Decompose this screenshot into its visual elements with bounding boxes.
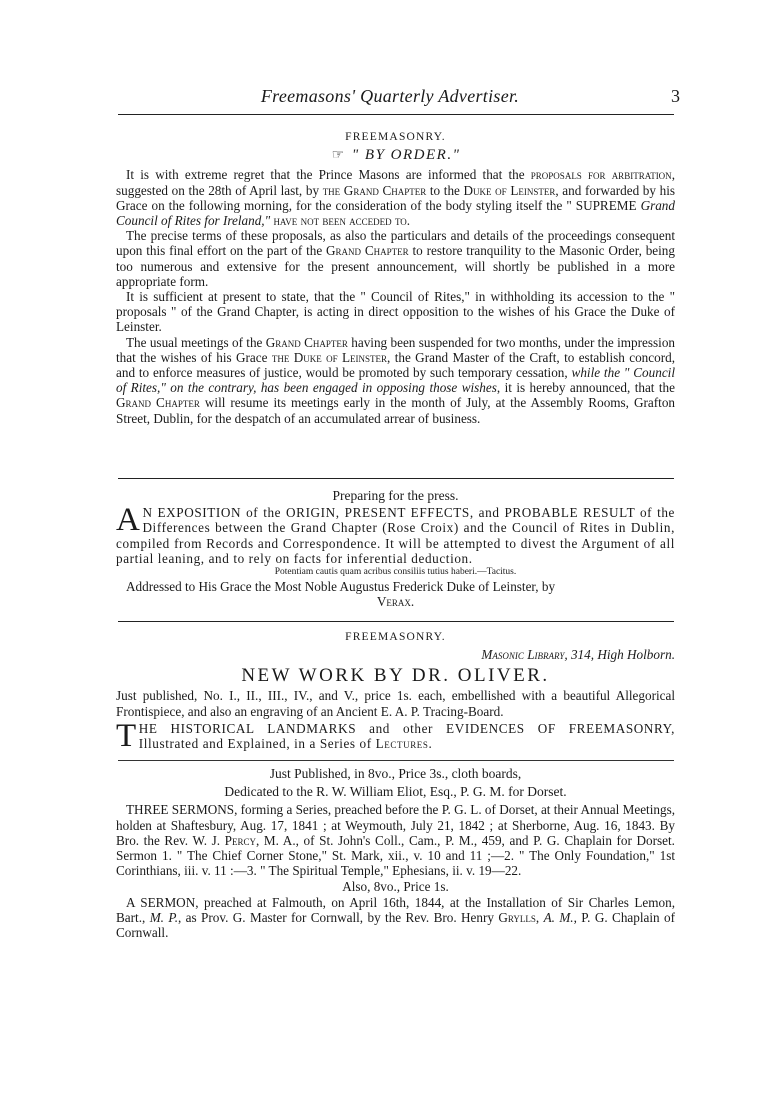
- landmarks-paragraph: THE HISTORICAL LANDMARKS and other EVIDENCES OF FREEMASONRY, Illustrated and Explained, in a Series of Lectures.: [116, 717, 675, 754]
- dedication: Dedicated to the R. W. William Eliot, Esq., P. G. M. for Dorset.: [224, 784, 567, 800]
- preparing-line: Preparing for the press.: [332, 488, 459, 503]
- section-divider: [118, 478, 674, 479]
- just-published-8vo: Just Published, in 8vo., Price 3s., cloth boards,: [269, 766, 522, 781]
- drop-cap: A: [116, 502, 141, 539]
- drop-cap: T: [116, 717, 137, 754]
- by-order-text: " BY ORDER.": [351, 147, 461, 164]
- sermons-paragraph: THREE SERMONS, forming a Series, preached before the P. G. L. of Dorset, at their Annual Meetings, holden at Shaftesbury, Aug. 17, 1841 ; at Weymouth, July 21, 1842 ; at Sherborne, Aug. 16, 1843. By Bro. the Rev. W. J. Percy, M. A., of St. John's Coll., Cam., P. M., 459, and P. G. Chaplain for Dorset. Sermon 1. " The Chief Corner Stone," St. Mark, xii., v. 10 and 11 ;—2. " The Only Foundation," 1st Corinthians, iii. v. 11 :—3. " The Spiritual Temple," Ephesians, ii. v. 19—22.: [116, 802, 675, 879]
- page-header: [100, 86, 680, 110]
- sermon-paragraph: A SERMON, preached at Falmouth, on April 16th, 1844, at the Installation of Sir Charles Lemon, Bart., M. P., as Prov. G. Master for Cornwall, by the Rev. Bro. Henry Grylls, A. M., P. G. Chaplain of Cornwall.: [116, 894, 676, 941]
- by-order-notice: [116, 130, 675, 426]
- paragraph: It is with extreme regret that the Prince Masons are informed that the proposals for arbitration, suggested on the 28th of April last, by the Grand Chapter to the Duke of Leinster, and forwarded by his Grace on the following morning, for the consideration of the body styling itself the " SUPREME Grand Council of Rites for Ireland," have not been acceded to.: [116, 167, 675, 229]
- new-work-title: NEW WORK BY DR. OLIVER.: [241, 665, 550, 687]
- freemasonry-advert: [116, 630, 675, 754]
- sermons-advert: [116, 766, 675, 940]
- section-subheading: [116, 148, 675, 163]
- paragraph: The precise terms of these proposals, as also the particulars and details of the proceedings consequent upon this final effort on the part of the Grand Chapter to restore tranquility to the Masonic Order, being too numerous and extensive for the present announcement, will shortly be published in a more appropriate form.: [116, 228, 675, 289]
- signature: Verax.: [376, 594, 415, 610]
- exposition-notice: [116, 488, 675, 609]
- paragraph: The usual meetings of the Grand Chapter having been suspended for two months, under the impression that the wishes of his Grace the Duke of Leinster, the Grand Master of the Craft, to establish concord, and to enforce measures of justice, would be promoted by such temporary cessation, while the " Council of Rites," on the contrary, has been engaged in opposing those wishes, it is hereby announced, that the Grand Chapter will resume its meetings early in the month of July, at the Assembly Rooms, Grafton Street, Dublin, for the despatch of an accumulated arrear of business.: [116, 334, 676, 426]
- exposition-paragraph: A N EXPOSITION of the ORIGIN, PRESENT EFFECTS, and PROBABLE RESULT of the Differences between the Grand Chapter (Rose Croix) and the Council of Rites in Dublin, compiled from Records and Correspondence. It will be attempted to divest the Argument of all partial leaning, and to rely on facts for inferential deduction.: [116, 502, 675, 566]
- pointing-hand-icon: ☞: [331, 148, 346, 164]
- paragraph: It is sufficient at present to state, that the " Council of Rites," in withholding its accession to the " proposals " of the Grand Chapter, is acting in direct opposition to the wishes of his Grace the Duke of Leinster.: [116, 289, 675, 335]
- section-heading: FREEMASONRY.: [345, 131, 446, 143]
- running-title: Freemasons' Quarterly Advertiser.: [260, 86, 520, 106]
- also-price: Also, 8vo., Price 1s.: [342, 879, 449, 895]
- section-divider: [118, 621, 674, 622]
- addressed-line: Addressed to His Grace the Most Noble Augustus Frederick Duke of Leinster, by: [126, 579, 556, 595]
- header-rule: [118, 114, 674, 115]
- just-published-text: Just published, No. I., II., III., IV., and V., price 1s. each, embellished with a beautiful Allegorical Frontispiece, and also an engraving of an Ancient E. A. P. Tracing-Board.: [116, 688, 675, 719]
- page-number: 3: [671, 86, 680, 106]
- section-heading: FREEMASONRY.: [345, 631, 446, 643]
- latin-motto: Potentiam cautis quam acribus consiliis tutius haberi.—Tacitus.: [274, 567, 517, 578]
- library-address: Masonic Library, 314, High Holborn.: [481, 647, 675, 663]
- section-divider: [118, 760, 674, 761]
